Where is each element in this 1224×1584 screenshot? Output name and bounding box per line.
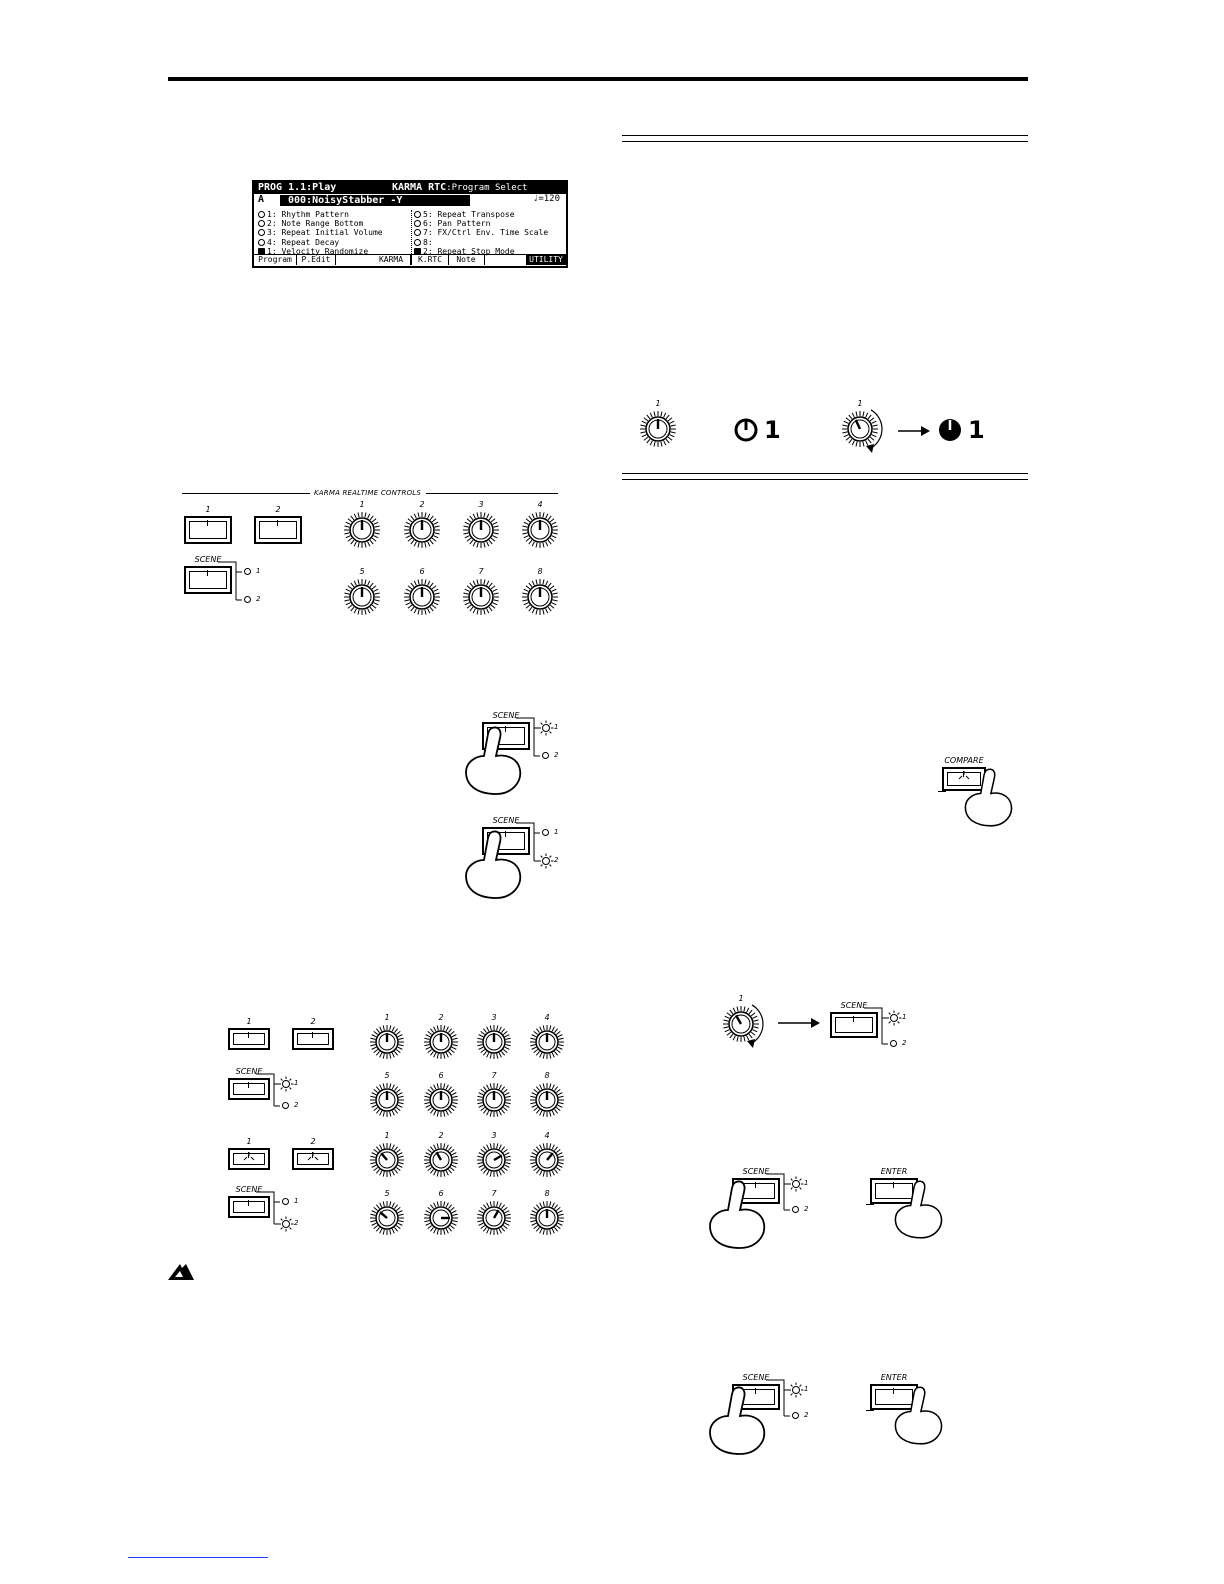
state-a-switch-2-notch bbox=[312, 1032, 313, 1038]
write-1-scene-button-label: SCENE bbox=[742, 1167, 770, 1176]
state-a-knob-3-label: 3 bbox=[491, 1013, 497, 1022]
state-b-switch-1-label: 1 bbox=[246, 1137, 252, 1146]
state-b-knob-6-label: 6 bbox=[438, 1189, 444, 1198]
state-b-knob-5[interactable] bbox=[366, 1197, 408, 1239]
tab-p-edit[interactable]: P.Edit bbox=[297, 255, 336, 265]
lcd-tabs bbox=[254, 254, 566, 266]
knob-filled-icon bbox=[938, 417, 964, 443]
rotate-arrow-icon bbox=[709, 992, 773, 1056]
scene-press-2-scene-button-label: SCENE bbox=[492, 816, 520, 825]
state-b-knob-8[interactable] bbox=[526, 1197, 568, 1239]
state-b-led-2 bbox=[278, 1216, 294, 1232]
lcd-sub: :Program Select bbox=[446, 183, 528, 193]
state-a-knob-2[interactable] bbox=[420, 1021, 462, 1063]
scene-press-2-led-1-label: 1 bbox=[554, 828, 559, 836]
state-a-switch-1[interactable] bbox=[228, 1028, 270, 1050]
switch-2-button-notch bbox=[277, 520, 278, 526]
knob-icon bbox=[414, 229, 421, 236]
warning-icon bbox=[166, 1260, 196, 1282]
scene-press-2-led-2 bbox=[538, 853, 554, 869]
state-b-led-2-label: 2 bbox=[294, 1219, 299, 1227]
lcd-screen bbox=[252, 180, 568, 268]
hand-icon bbox=[962, 768, 1022, 828]
write-2-led-2-label: 2 bbox=[804, 1411, 809, 1419]
scene-press-1-led-2 bbox=[542, 752, 549, 759]
panel-title: KARMA REALTIME CONTROLS bbox=[314, 489, 422, 497]
legend-rule-top-1 bbox=[622, 135, 1028, 136]
knob-7[interactable] bbox=[459, 575, 503, 619]
scene-press-2-led-1 bbox=[542, 829, 549, 836]
lcd-param: 4: Repeat Decay bbox=[258, 238, 383, 247]
state-b-led-1-label: 1 bbox=[294, 1197, 299, 1205]
lcd-param: 1: Velocity Randomize bbox=[258, 247, 383, 256]
scene-press-1-led-2-label: 2 bbox=[554, 751, 559, 759]
state-b-knob-1[interactable] bbox=[366, 1139, 408, 1181]
state-a-switch-1-label: 1 bbox=[246, 1017, 252, 1026]
knob-scene-scene-button-notch bbox=[853, 1016, 854, 1022]
state-b-scene-button-notch bbox=[248, 1200, 249, 1206]
state-b-knob-4[interactable] bbox=[526, 1139, 568, 1181]
state-a-knob-8[interactable] bbox=[526, 1079, 568, 1121]
legend-rule-bot-1 bbox=[622, 473, 1028, 474]
lcd-param: 3: Repeat Initial Volume bbox=[258, 228, 383, 237]
compare-button-label: COMPARE bbox=[944, 756, 984, 765]
hand-icon bbox=[892, 1180, 952, 1240]
write-2-led-1-label: 1 bbox=[804, 1385, 809, 1393]
lcd-param: 6: Pan Pattern bbox=[414, 219, 548, 228]
knob-outline-icon bbox=[734, 417, 760, 443]
hand-icon bbox=[706, 1180, 776, 1250]
knob-3[interactable] bbox=[459, 508, 503, 552]
switch-1-button[interactable] bbox=[184, 516, 232, 544]
panel-rule-right bbox=[426, 493, 558, 494]
panel-led-1 bbox=[244, 568, 251, 575]
state-a-knob-5[interactable] bbox=[366, 1079, 408, 1121]
tab-k-rtc[interactable]: K.RTC bbox=[411, 255, 449, 265]
lcd-param: 2: Repeat Stop Mode bbox=[414, 247, 548, 256]
knob-icon bbox=[414, 211, 421, 218]
panel-led-2-label: 2 bbox=[256, 595, 261, 603]
knob-3-label: 3 bbox=[478, 500, 484, 509]
panel-scene-button-notch bbox=[207, 570, 208, 576]
write-2-led-1 bbox=[788, 1382, 804, 1398]
knob-8-label: 8 bbox=[537, 567, 543, 576]
knob-2-label: 2 bbox=[419, 500, 425, 509]
state-a-knob-6[interactable] bbox=[420, 1079, 462, 1121]
switch-1-button-notch bbox=[207, 520, 208, 526]
knob-1[interactable] bbox=[340, 508, 384, 552]
state-a-knob-1-label: 1 bbox=[384, 1013, 390, 1022]
lcd-divider bbox=[411, 210, 412, 256]
lcd-title: PROG 1.1:Play bbox=[258, 182, 337, 193]
scene-press-1-scene-button-label: SCENE bbox=[492, 711, 520, 720]
state-a-knob-5-label: 5 bbox=[384, 1071, 390, 1080]
lcd-param: 8: bbox=[414, 238, 548, 247]
state-a-knob-1[interactable] bbox=[366, 1021, 408, 1063]
state-b-scene-button-label: SCENE bbox=[235, 1185, 263, 1194]
state-a-knob-7-label: 7 bbox=[491, 1071, 497, 1080]
state-b-knob-3[interactable] bbox=[473, 1139, 515, 1181]
knob-4[interactable] bbox=[518, 508, 562, 552]
enter-rule bbox=[866, 1204, 874, 1205]
footer-link-rule bbox=[128, 1557, 268, 1558]
legend-knob-label: 1 bbox=[655, 399, 661, 408]
led-lit-icon bbox=[307, 1152, 319, 1162]
write-1-led-1 bbox=[788, 1176, 804, 1192]
panel-rule-left bbox=[182, 493, 310, 494]
hand-icon bbox=[706, 1386, 776, 1456]
panel-led-2 bbox=[244, 596, 251, 603]
knob-scene-led-1 bbox=[886, 1010, 902, 1026]
lcd-left-params bbox=[258, 210, 383, 256]
write-1-led-2 bbox=[792, 1206, 799, 1213]
knob-7-label: 7 bbox=[478, 567, 484, 576]
compare-rule bbox=[938, 791, 946, 792]
state-a-switch-2[interactable] bbox=[292, 1028, 334, 1050]
state-a-scene-button-notch bbox=[248, 1082, 249, 1088]
switch-1-button-label: 1 bbox=[205, 505, 211, 514]
state-b-knob-4-label: 4 bbox=[544, 1131, 550, 1140]
lcd-param: 5: Repeat Transpose bbox=[414, 210, 548, 219]
knob-scene-scene-button-label: SCENE bbox=[840, 1001, 868, 1010]
lcd-param: 7: FX/Ctrl Env. Time Scale bbox=[414, 228, 548, 237]
state-a-switch-2-label: 2 bbox=[310, 1017, 316, 1026]
tab-note[interactable]: Note bbox=[448, 255, 485, 265]
state-b-knob-6[interactable] bbox=[420, 1197, 462, 1239]
lcd-header bbox=[254, 182, 566, 194]
lcd-program[interactable]: 000:NoisyStabber -Y bbox=[280, 195, 470, 206]
scene-press-2-led-2-label: 2 bbox=[554, 856, 559, 864]
write-1-led-2-label: 2 bbox=[804, 1205, 809, 1213]
legend-text-a: 1 bbox=[764, 416, 781, 444]
state-a-scene-button-label: SCENE bbox=[235, 1067, 263, 1076]
legend-text-b: 1 bbox=[968, 416, 985, 444]
write-2-led-2 bbox=[792, 1412, 799, 1419]
state-a-knob-3[interactable] bbox=[473, 1021, 515, 1063]
state-a-knob-7[interactable] bbox=[473, 1079, 515, 1121]
hand-icon bbox=[462, 726, 532, 796]
knob-icon bbox=[258, 211, 265, 218]
knob-2[interactable] bbox=[400, 508, 444, 552]
scene-press-1-led-1-label: 1 bbox=[554, 723, 559, 731]
legend-knob[interactable] bbox=[636, 407, 680, 451]
enter-rule bbox=[866, 1410, 874, 1411]
knob-turn-label: 1 bbox=[738, 994, 744, 1003]
switch-2-button-label: 2 bbox=[275, 505, 281, 514]
state-a-knob-6-label: 6 bbox=[438, 1071, 444, 1080]
scene-press-1-led-1 bbox=[538, 720, 554, 736]
header-rule bbox=[168, 77, 1028, 81]
legend-rule-bot-2 bbox=[622, 479, 1028, 480]
knob-icon bbox=[414, 220, 421, 227]
lcd-param: 2: Note Range Bottom bbox=[258, 219, 383, 228]
tab-program[interactable]: Program bbox=[254, 255, 297, 265]
tab-karma[interactable]: KARMA bbox=[372, 255, 411, 265]
knob-icon bbox=[258, 220, 265, 227]
panel-led-1-label: 1 bbox=[256, 567, 261, 575]
lcd-tempo: ♩=120 bbox=[532, 194, 560, 204]
knob-4-label: 4 bbox=[537, 500, 543, 509]
legend-rule-top-2 bbox=[622, 141, 1028, 142]
write-2-scene-button-label: SCENE bbox=[742, 1373, 770, 1382]
state-b-knob-8-label: 8 bbox=[544, 1189, 550, 1198]
state-b-knob-1-label: 1 bbox=[384, 1131, 390, 1140]
state-a-led-2 bbox=[282, 1102, 289, 1109]
switch-2-button[interactable] bbox=[254, 516, 302, 544]
panel-scene-button-label: SCENE bbox=[194, 555, 222, 564]
knob-5-label: 5 bbox=[359, 567, 365, 576]
state-a-knob-4[interactable] bbox=[526, 1021, 568, 1063]
knob-6-label: 6 bbox=[419, 567, 425, 576]
knob-icon bbox=[258, 229, 265, 236]
knob-scene-led-2-label: 2 bbox=[902, 1039, 907, 1047]
state-b-led-1 bbox=[282, 1198, 289, 1205]
knob-scene-led-2 bbox=[890, 1040, 897, 1047]
arrow-right-icon bbox=[778, 1017, 824, 1029]
state-a-knob-4-label: 4 bbox=[544, 1013, 550, 1022]
knob-8[interactable] bbox=[518, 575, 562, 619]
led-lit-icon bbox=[243, 1152, 255, 1162]
enter-button-label: ENTER bbox=[880, 1167, 908, 1176]
knob-icon bbox=[414, 239, 421, 246]
state-b-knob-7[interactable] bbox=[473, 1197, 515, 1239]
write-1-led-1-label: 1 bbox=[804, 1179, 809, 1187]
state-b-knob-2[interactable] bbox=[420, 1139, 462, 1181]
knob-6[interactable] bbox=[400, 575, 444, 619]
state-b-knob-2-label: 2 bbox=[438, 1131, 444, 1140]
state-a-led-1-label: 1 bbox=[294, 1079, 299, 1087]
state-a-knob-2-label: 2 bbox=[438, 1013, 444, 1022]
hand-icon bbox=[462, 830, 532, 900]
lcd-param: 1: Rhythm Pattern bbox=[258, 210, 383, 219]
state-a-led-2-label: 2 bbox=[294, 1101, 299, 1109]
hand-icon bbox=[892, 1386, 952, 1446]
knob-icon bbox=[258, 239, 265, 246]
arrow-right-icon bbox=[898, 425, 934, 437]
lcd-right-params bbox=[414, 210, 548, 256]
state-a-knob-8-label: 8 bbox=[544, 1071, 550, 1080]
state-b-knob-3-label: 3 bbox=[491, 1131, 497, 1140]
state-b-switch-2-label: 2 bbox=[310, 1137, 316, 1146]
lcd-bank: A bbox=[258, 194, 265, 205]
enter-button-label: ENTER bbox=[880, 1373, 908, 1382]
state-a-led-1 bbox=[278, 1076, 294, 1092]
knob-scene-led-1-label: 1 bbox=[902, 1013, 907, 1021]
state-b-knob-7-label: 7 bbox=[491, 1189, 497, 1198]
knob-1-label: 1 bbox=[359, 500, 365, 509]
state-a-switch-1-notch bbox=[248, 1032, 249, 1038]
lcd-mode: KARMA RTC bbox=[392, 182, 447, 193]
state-b-knob-5-label: 5 bbox=[384, 1189, 390, 1198]
knob-5[interactable] bbox=[340, 575, 384, 619]
rotate-arrow-icon bbox=[828, 397, 892, 461]
legend-knob-turn-label: 1 bbox=[857, 399, 863, 408]
tab-utility[interactable]: UTILITY bbox=[526, 255, 566, 265]
